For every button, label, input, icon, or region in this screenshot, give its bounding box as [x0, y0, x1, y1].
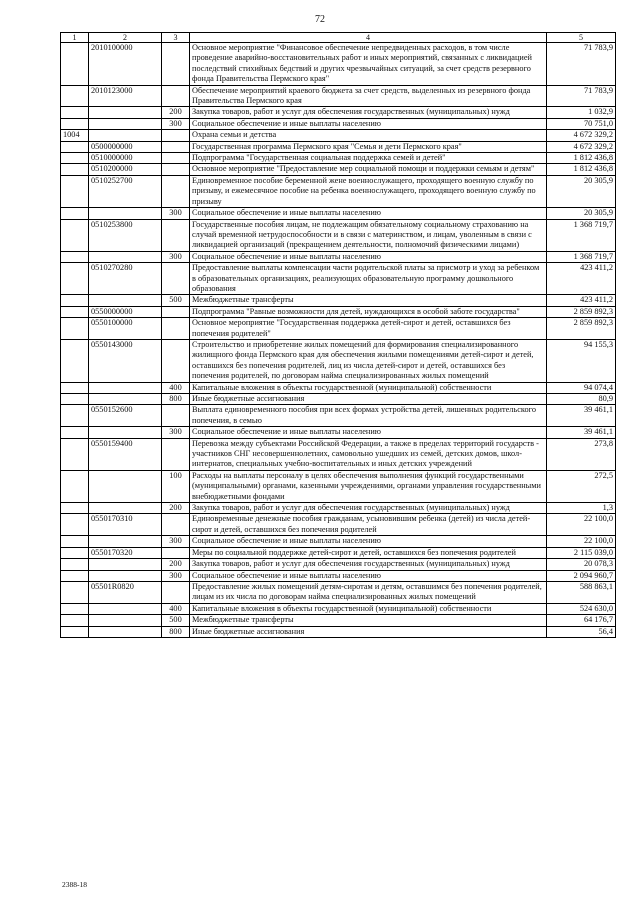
description-cell: Социальное обеспечение и иные выплаты населению: [190, 208, 547, 219]
target-article-cell: [89, 107, 162, 118]
amount-cell: 272,5: [547, 470, 616, 502]
target-article-cell: 0550170310: [89, 514, 162, 536]
description-cell: Основное мероприятие "Государственная поддержка детей-сирот и детей, оставшихся без попечения родителей": [190, 318, 547, 340]
target-article-cell: 0510253800: [89, 219, 162, 251]
expense-type-cell: [162, 153, 190, 164]
table-row: [61, 118, 616, 129]
expense-type-cell: [162, 43, 190, 86]
section-code-cell: [61, 547, 89, 558]
description-cell: Капитальные вложения в объекты государственной (муниципальной) собственности: [190, 382, 547, 393]
table-row: [61, 85, 616, 107]
description-cell: Подпрограмма "Равные возможности для детей, нуждающихся в особой заботе государства": [190, 306, 547, 317]
table-row: [61, 615, 616, 626]
amount-cell: 39 461,1: [547, 427, 616, 438]
target-article-cell: 0550170320: [89, 547, 162, 558]
table-row: [61, 438, 616, 470]
expense-type-cell: [162, 318, 190, 340]
section-code-cell: [61, 438, 89, 470]
target-article-cell: [89, 208, 162, 219]
expense-type-cell: 300: [162, 427, 190, 438]
target-article-cell: [89, 626, 162, 637]
section-code-cell: [61, 394, 89, 405]
expense-type-cell: [162, 85, 190, 107]
table-row: [61, 514, 616, 536]
amount-cell: 273,8: [547, 438, 616, 470]
section-code-cell: [61, 153, 89, 164]
expense-type-cell: 400: [162, 603, 190, 614]
section-code-cell: [61, 503, 89, 514]
table-row: [61, 559, 616, 570]
target-article-cell: 0550159400: [89, 438, 162, 470]
expense-type-cell: 300: [162, 118, 190, 129]
table-row: [61, 295, 616, 306]
column-header: 2: [89, 33, 162, 43]
column-header: 5: [547, 33, 616, 43]
table-row: [61, 175, 616, 207]
table-row: [61, 306, 616, 317]
table-row: [61, 107, 616, 118]
amount-cell: 94 074,4: [547, 382, 616, 393]
target-article-cell: [89, 118, 162, 129]
description-cell: Государственные пособия лицам, не подлежащим обязательному социальному страхованию на случай временной нетрудоспособности и в связи с материнством, и лицам, уволенным в связи с ликвидацией организаций (прекращением деятельности, полномочий физическими лицами): [190, 219, 547, 251]
section-code-cell: [61, 318, 89, 340]
table-row: [61, 339, 616, 382]
description-cell: Меры по социальной поддержке детей-сирот и детей, оставшихся без попечения родителей: [190, 547, 547, 558]
target-article-cell: 0510252700: [89, 175, 162, 207]
table-row: [61, 382, 616, 393]
section-code-cell: [61, 295, 89, 306]
section-code-cell: [61, 118, 89, 129]
amount-cell: 1,3: [547, 503, 616, 514]
section-code-cell: [61, 603, 89, 614]
description-cell: Иные бюджетные ассигнования: [190, 394, 547, 405]
description-cell: Основное мероприятие "Предоставление мер социальной помощи и поддержки семьям и детям": [190, 164, 547, 175]
column-header: 4: [190, 33, 547, 43]
expense-type-cell: 100: [162, 470, 190, 502]
section-code-cell: [61, 626, 89, 637]
expense-type-cell: 500: [162, 295, 190, 306]
target-article-cell: 0500000000: [89, 141, 162, 152]
expense-type-cell: 200: [162, 503, 190, 514]
amount-cell: 71 783,9: [547, 43, 616, 86]
description-cell: Предоставление выплаты компенсации части родительской платы за присмотр и уход за ребенком в образовательных организациях, реализующих образовательную программу дошкольного образования: [190, 263, 547, 295]
expense-type-cell: [162, 263, 190, 295]
amount-cell: 2 094 960,7: [547, 570, 616, 581]
amount-cell: 423 411,2: [547, 295, 616, 306]
table-row: [61, 318, 616, 340]
amount-cell: 80,9: [547, 394, 616, 405]
table-row: [61, 427, 616, 438]
section-code-cell: [61, 514, 89, 536]
table-row: [61, 153, 616, 164]
table-row: [61, 130, 616, 141]
table-row: [61, 503, 616, 514]
section-code-cell: [61, 615, 89, 626]
amount-cell: 22 100,0: [547, 536, 616, 547]
table-row: [61, 251, 616, 262]
section-code-cell: [61, 306, 89, 317]
amount-cell: 64 176,7: [547, 615, 616, 626]
amount-cell: 71 783,9: [547, 85, 616, 107]
footer-code: 2388-18: [62, 880, 87, 889]
expense-type-cell: 500: [162, 615, 190, 626]
amount-cell: 1 368 719,7: [547, 251, 616, 262]
description-cell: Обеспечение мероприятий краевого бюджета за счет средств, выделенных из резервного фонда Правительства Пермского края: [190, 85, 547, 107]
table-row: [61, 405, 616, 427]
table-row: [61, 43, 616, 86]
expense-type-cell: [162, 438, 190, 470]
description-cell: Социальное обеспечение и иные выплаты населению: [190, 251, 547, 262]
amount-cell: 39 461,1: [547, 405, 616, 427]
target-article-cell: [89, 470, 162, 502]
section-code-cell: [61, 427, 89, 438]
target-article-cell: 0510270280: [89, 263, 162, 295]
description-cell: Перевозка между субъектами Российской Федерации, а также в пределах территорий государств - участников СНГ несовершеннолетних, самовольно ушедших из семей, детских домов, школ-интернатов, специальных учебно-воспитательных и иных детских учреждений: [190, 438, 547, 470]
table-header-row: [61, 33, 616, 43]
expense-type-cell: [162, 130, 190, 141]
expense-type-cell: [162, 405, 190, 427]
table-body: [61, 43, 616, 638]
amount-cell: 1 368 719,7: [547, 219, 616, 251]
target-article-cell: [89, 394, 162, 405]
target-article-cell: [89, 295, 162, 306]
expense-type-cell: 300: [162, 536, 190, 547]
expense-type-cell: [162, 581, 190, 603]
target-article-cell: [89, 603, 162, 614]
amount-cell: 20 305,9: [547, 208, 616, 219]
description-cell: Предоставление жилых помещений детям-сиротам и детям, оставшимся без попечения родителей, лицам из их числа по договорам найма специализированных жилых помещений: [190, 581, 547, 603]
target-article-cell: [89, 559, 162, 570]
expense-type-cell: [162, 141, 190, 152]
target-article-cell: [89, 427, 162, 438]
target-article-cell: 2010123000: [89, 85, 162, 107]
expense-type-cell: 800: [162, 394, 190, 405]
target-article-cell: 05501R0820: [89, 581, 162, 603]
amount-cell: 56,4: [547, 626, 616, 637]
section-code-cell: [61, 382, 89, 393]
target-article-cell: [89, 382, 162, 393]
description-cell: Социальное обеспечение и иные выплаты населению: [190, 118, 547, 129]
expense-type-cell: 200: [162, 559, 190, 570]
table-row: [61, 603, 616, 614]
target-article-cell: 0550143000: [89, 339, 162, 382]
section-code-cell: [61, 107, 89, 118]
expense-type-cell: 200: [162, 107, 190, 118]
section-code-cell: [61, 581, 89, 603]
description-cell: Закупка товаров, работ и услуг для обеспечения государственных (муниципальных) нужд: [190, 503, 547, 514]
amount-cell: 20 305,9: [547, 175, 616, 207]
section-code-cell: 1004: [61, 130, 89, 141]
section-code-cell: [61, 43, 89, 86]
expense-type-cell: [162, 306, 190, 317]
amount-cell: 1 812 436,8: [547, 153, 616, 164]
expense-type-cell: [162, 164, 190, 175]
section-code-cell: [61, 536, 89, 547]
amount-cell: 2 859 892,3: [547, 306, 616, 317]
description-cell: Выплата единовременного пособия при всех формах устройства детей, лишенных родительского попечения, в семью: [190, 405, 547, 427]
target-article-cell: [89, 570, 162, 581]
description-cell: Подпрограмма "Государственная социальная поддержка семей и детей": [190, 153, 547, 164]
description-cell: Социальное обеспечение и иные выплаты населению: [190, 536, 547, 547]
table-row: [61, 208, 616, 219]
description-cell: Закупка товаров, работ и услуг для обеспечения государственных (муниципальных) нужд: [190, 559, 547, 570]
section-code-cell: [61, 405, 89, 427]
expense-type-cell: 300: [162, 570, 190, 581]
description-cell: Строительство и приобретение жилых помещений для формирования специализированного жилищного фонда Пермского края для обеспечения жилыми помещениями детей-сирот и детей, оставшихся без попечения родителей, лиц из числа детей-сирот и детей, оставшихся без попечения родителей, по договорам найма специализированных жилых помещений: [190, 339, 547, 382]
table-row: [61, 536, 616, 547]
amount-cell: 524 630,0: [547, 603, 616, 614]
description-cell: Охрана семьи и детства: [190, 130, 547, 141]
target-article-cell: 0510000000: [89, 153, 162, 164]
expense-type-cell: [162, 547, 190, 558]
expense-type-cell: 800: [162, 626, 190, 637]
target-article-cell: [89, 130, 162, 141]
description-cell: Основное мероприятие "Финансовое обеспечение непредвиденных расходов, в том числе проведение аварийно-восстановительных работ и иных мероприятий, связанных с ликвидацией последствий стихийных бедствий и других чрезвычайных ситуаций, за счет средств резервного фонда Правительства Пермского края": [190, 43, 547, 86]
amount-cell: 1 032,9: [547, 107, 616, 118]
amount-cell: 423 411,2: [547, 263, 616, 295]
section-code-cell: [61, 339, 89, 382]
column-header: 1: [61, 33, 89, 43]
amount-cell: 4 672 329,2: [547, 130, 616, 141]
section-code-cell: [61, 208, 89, 219]
table-row: [61, 570, 616, 581]
table-row: [61, 263, 616, 295]
description-cell: Единовременное пособие беременной жене военнослужащего, проходящего военную службу по призыву, и ежемесячное пособие на ребенка военнослужащего, проходящего военную службу по призыву: [190, 175, 547, 207]
table-row: [61, 141, 616, 152]
amount-cell: 4 672 329,2: [547, 141, 616, 152]
expense-type-cell: 400: [162, 382, 190, 393]
section-code-cell: [61, 251, 89, 262]
amount-cell: 2 115 039,0: [547, 547, 616, 558]
table-row: [61, 547, 616, 558]
expense-type-cell: 300: [162, 251, 190, 262]
description-cell: Государственная программа Пермского края "Семья и дети Пермского края": [190, 141, 547, 152]
target-article-cell: 0550152600: [89, 405, 162, 427]
target-article-cell: 0510200000: [89, 164, 162, 175]
expense-type-cell: [162, 219, 190, 251]
table-row: [61, 394, 616, 405]
table-row: [61, 581, 616, 603]
table-row: [61, 219, 616, 251]
expense-type-cell: 300: [162, 208, 190, 219]
amount-cell: 22 100,0: [547, 514, 616, 536]
expense-type-cell: [162, 339, 190, 382]
section-code-cell: [61, 219, 89, 251]
description-cell: Единовременные денежные пособия гражданам, усыновившим ребенка (детей) из числа детей-сирот и детей, оставшихся без попечения родителей: [190, 514, 547, 536]
description-cell: Социальное обеспечение и иные выплаты населению: [190, 427, 547, 438]
description-cell: Иные бюджетные ассигнования: [190, 626, 547, 637]
description-cell: Расходы на выплаты персоналу в целях обеспечения выполнения функций государственными (муниципальными) органами, казенными учреждениями, органами управления государственными внебюджетными фондами: [190, 470, 547, 502]
target-article-cell: [89, 536, 162, 547]
amount-cell: 94 155,3: [547, 339, 616, 382]
page-number: 72: [315, 14, 325, 25]
description-cell: Межбюджетные трансферты: [190, 615, 547, 626]
table-row: [61, 470, 616, 502]
amount-cell: 20 078,3: [547, 559, 616, 570]
section-code-cell: [61, 470, 89, 502]
target-article-cell: [89, 503, 162, 514]
amount-cell: 1 812 436,8: [547, 164, 616, 175]
section-code-cell: [61, 85, 89, 107]
target-article-cell: 2010100000: [89, 43, 162, 86]
budget-table: [60, 32, 616, 638]
amount-cell: 588 863,1: [547, 581, 616, 603]
description-cell: Социальное обеспечение и иные выплаты населению: [190, 570, 547, 581]
section-code-cell: [61, 164, 89, 175]
table-row: [61, 164, 616, 175]
target-article-cell: [89, 615, 162, 626]
section-code-cell: [61, 263, 89, 295]
section-code-cell: [61, 570, 89, 581]
target-article-cell: [89, 251, 162, 262]
description-cell: Капитальные вложения в объекты государственной (муниципальной) собственности: [190, 603, 547, 614]
column-header: 3: [162, 33, 190, 43]
amount-cell: 2 859 892,3: [547, 318, 616, 340]
table-row: [61, 626, 616, 637]
amount-cell: 70 751,0: [547, 118, 616, 129]
description-cell: Межбюджетные трансферты: [190, 295, 547, 306]
section-code-cell: [61, 141, 89, 152]
target-article-cell: 0550100000: [89, 318, 162, 340]
description-cell: Закупка товаров, работ и услуг для обеспечения государственных (муниципальных) нужд: [190, 107, 547, 118]
expense-type-cell: [162, 175, 190, 207]
section-code-cell: [61, 559, 89, 570]
section-code-cell: [61, 175, 89, 207]
target-article-cell: 0550000000: [89, 306, 162, 317]
expense-type-cell: [162, 514, 190, 536]
